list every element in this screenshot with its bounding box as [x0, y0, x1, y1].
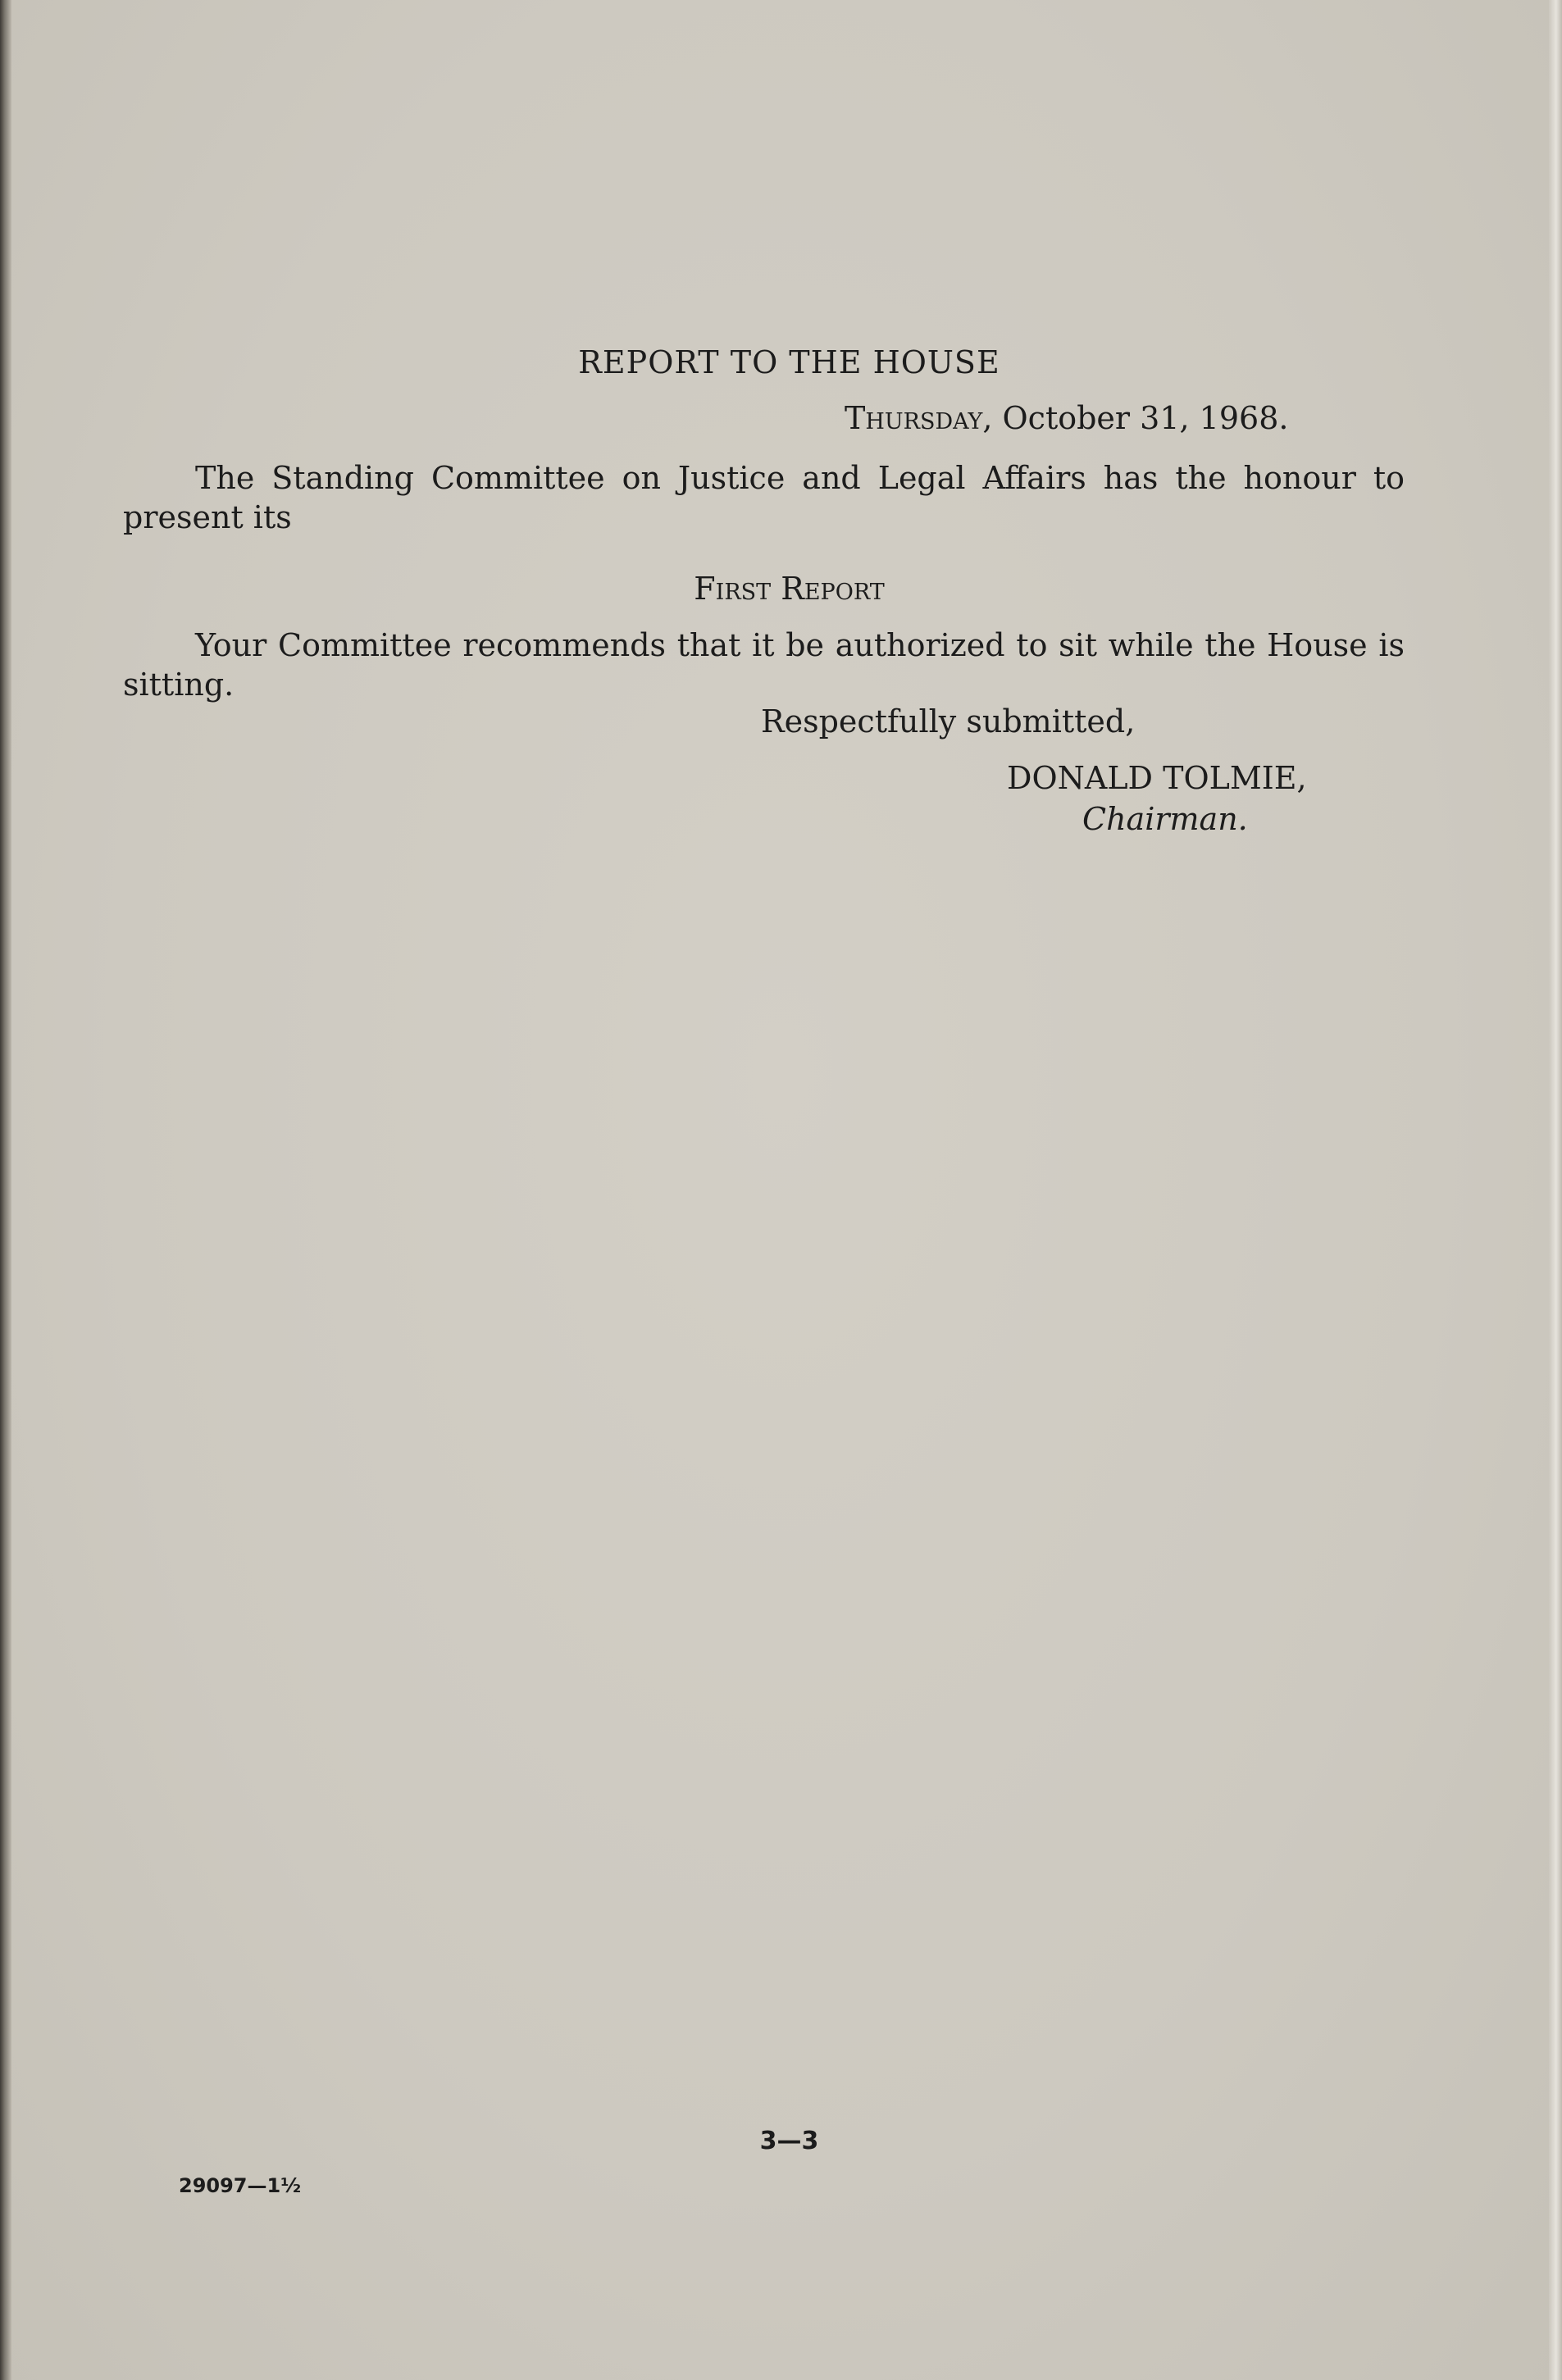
signer-title: Chairman.: [1082, 801, 1248, 837]
report-closing: Respectfully submitted,: [761, 703, 1136, 739]
report-heading: REPORT TO THE HOUSE: [578, 344, 1000, 380]
report-date: [845, 398, 1288, 438]
print-code: 29097—1½: [179, 2174, 302, 2197]
signer-name: DONALD TOLMIE,: [1007, 760, 1307, 796]
page-number: 3—3: [759, 2127, 819, 2155]
report-subheading: First Report: [694, 571, 885, 607]
report-paragraph-recommendation: Your Committee recommends that it be authorized to sit while the House is sitting.: [123, 627, 1405, 703]
report-date-day: Thursday,: [845, 400, 993, 436]
report-date-rest: October 31, 1968.: [992, 400, 1289, 436]
report-paragraph-intro: The Standing Committee on Justice and Legal Affairs has the honour to present its: [123, 460, 1405, 535]
